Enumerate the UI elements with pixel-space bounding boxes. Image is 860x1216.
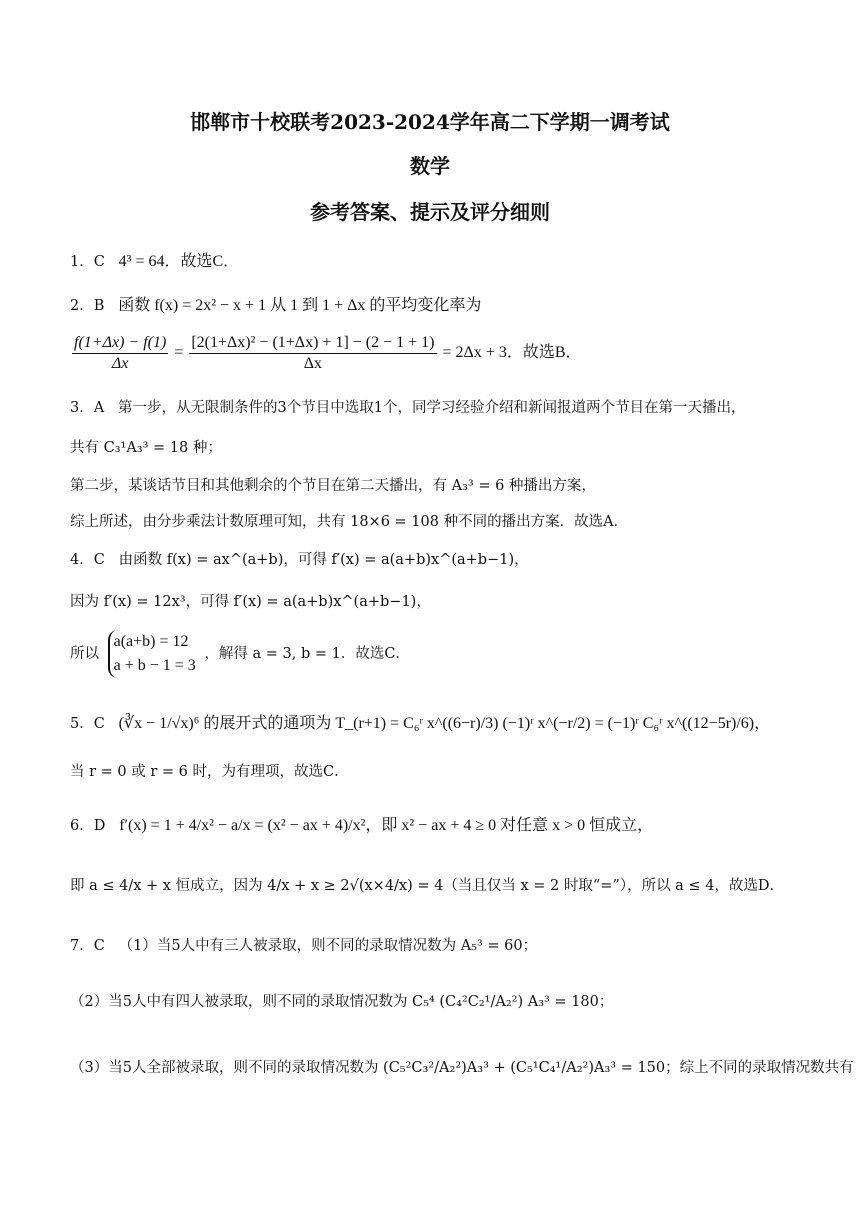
expanded-fraction <box>189 334 436 372</box>
system-equation-2: a + b − 1 = 3 <box>113 657 196 674</box>
answer-4-line-2: 因为 f′(x) = 12x³，可得 f′(x) = a(a+b)x^(a+b−1)， <box>70 594 431 610</box>
answer-2-formula: $\frac{f(1+\Delta x) - f(1)}{\Delta x}$ = $\frac{\text{[2(1+Δx)² − (1+Δx) + 1] − (2 − 1 + 1)}}{\Delta x}$ = 2Δx + 3．故选B． <box>74 334 582 372</box>
equation-system <box>108 630 196 678</box>
answer-6-text-1: f′(x) = 1 + 4/x² − a/x = (x² − ax + 4)/x²，即 x² − ax + 4 ≥ 0 对任意 x > 0 恒成立， <box>119 817 654 834</box>
answer-4-label: 4．C <box>70 552 105 568</box>
answer-2-result: = 2Δx + 3．故选B． <box>442 343 582 361</box>
subject-heading: 数学 <box>410 154 450 178</box>
answer-5-line-1 <box>70 710 770 733</box>
answer-7-text-1: （1）当5人中有三人被录取，则不同的录取情况数为 A₅³ = 60； <box>118 938 538 954</box>
answer-5-line-2: 当 r = 0 或 r = 6 时，为有理项，故选C． <box>70 764 349 780</box>
answer-4-line-3 <box>70 630 410 678</box>
answer-4-line-1 <box>70 548 529 569</box>
exam-title: 邯郸市十校联考2023-2024学年高二下学期一调考试 <box>190 110 670 134</box>
answer-5-text-1: (∛x − 1/√x)⁶ 的展开式的通项为 T_(r+1) = C₆ʳ x^((6−r)/3) (−1)ʳ x^(−r/2) = (−1)ʳ C₆ʳ x^((12−5r)/6)， <box>118 715 771 732</box>
answer-2-label: 2．B <box>70 298 105 314</box>
answer-3-text-1: 第一步，从无限制条件的3个节目中选取1个，同学习经验介绍和新闻报道两个节目在第一天播出， <box>118 400 746 416</box>
answer-key-heading: 参考答案、提示及评分细则 <box>310 200 550 224</box>
answer-7-line-1 <box>70 934 537 955</box>
answer-2-text: 函数 f(x) = 2x² − x + 1 从 1 到 1 + Δx 的平均变化率为 <box>118 297 482 314</box>
answer-7-line-3: （3）当5人全部被录取，则不同的录取情况数为 (C₅²C₃²/A₂²)A₃³ + (C₅¹C₄¹/A₂²)A₃³ = 150；综上不同的录取情况数共有 <box>70 1060 854 1076</box>
answer-3-line-4: 综上所述，由分步乘法计数原理可知，共有 18×6 = 108 种不同的播出方案．故选A． <box>70 514 629 530</box>
expanded-denominator: Δx <box>303 354 323 372</box>
answer-3-label: 3．A <box>70 400 105 416</box>
avg-rate-fraction <box>72 334 168 372</box>
answer-7-label: 7．C <box>70 938 105 954</box>
answer-4-text-1: 由函数 f(x) = ax^(a+b)，可得 f′(x) = a(a+b)x^(a+b−1)， <box>118 552 529 568</box>
expanded-numerator: [2(1+Δx)² − (1+Δx) + 1] − (2 − 1 + 1) <box>189 334 436 354</box>
answer-6-line-1 <box>70 812 653 835</box>
answer-6-label: 6．D <box>70 818 106 834</box>
answer-1-label: 1．C <box>70 254 105 270</box>
answer-5-label: 5．C <box>70 716 105 732</box>
answer-3-line-3: 第二步，某谈话节目和其他剩余的个节目在第二天播出，有 A₃³ = 6 种播出方案， <box>70 478 596 494</box>
answer-2 <box>70 292 481 315</box>
answer-3-line-2: 共有 C₃¹A₃³ = 18 种； <box>70 440 222 456</box>
answer-4-prefix: 所以 <box>70 646 99 662</box>
avg-rate-numerator: f(1+Δx) − f(1) <box>72 334 168 354</box>
answer-3-line-1 <box>70 396 745 417</box>
avg-rate-denominator: Δx <box>111 354 129 372</box>
answer-1 <box>70 248 239 271</box>
answer-4-solution: ，解得 a = 3, b = 1．故选C． <box>204 646 410 662</box>
answer-1-text: 4³ = 64．故选C． <box>118 253 240 270</box>
answer-7-line-2: （2）当5人中有四人被录取，则不同的录取情况数为 C₅⁴ (C₄²C₂¹/A₂²) A₃³ = 180； <box>70 994 614 1010</box>
answer-6-line-2: 即 a ≤ 4/x + x 恒成立，因为 4/x + x ≥ 2√(x×4/x) = 4（当且仅当 x = 2 时取“=”），所以 a ≤ 4，故选D． <box>70 878 785 894</box>
system-equation-1: a(a+b) = 12 <box>113 633 189 650</box>
